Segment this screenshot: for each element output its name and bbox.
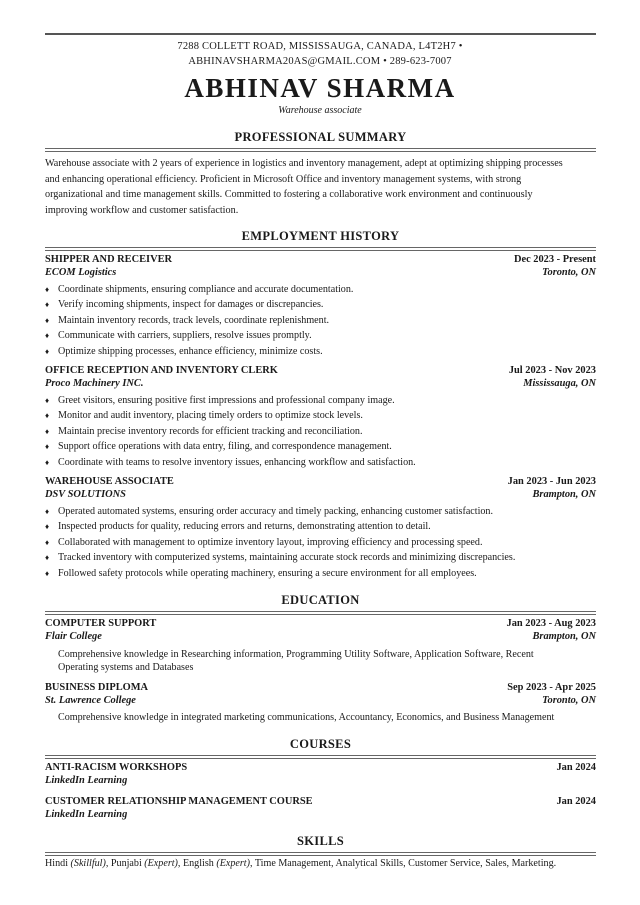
list-item: ♦ Coordinate shipments, ensuring compliance and accurate documentation. [45,282,596,297]
list-item: ♦ Coordinate with teams to resolve inventory issues, enhancing workflow and satisfaction. [45,455,596,470]
job-header [45,476,596,487]
section-title-summary: PROFESSIONAL SUMMARY [234,130,407,144]
course-provider: LinkedIn Learning [45,809,128,820]
job-subheader [45,378,596,389]
course-provider: LinkedIn Learning [45,775,128,786]
summary-line: Warehouse associate with 2 years of experience in logistics and inventory management, adept at optimizing shipping processes [45,158,563,169]
description-line: Comprehensive knowledge in Researching information, Programming Utility Software, Application Software, Recent [58,649,534,660]
job-subheader [45,267,596,278]
job-company: ECOM Logistics [45,267,117,278]
job-location: Toronto, ON [542,267,596,278]
diamond-bullet-icon: ♦ [45,507,50,516]
course-date: Jan 2024 [556,796,596,807]
section-title-employment: EMPLOYMENT HISTORY [241,229,400,243]
list-item: ♦ Verify incoming shipments, inspect for damages or discrepancies. [45,297,596,312]
skill-language: English [182,858,214,869]
job-company: DSV SOLUTIONS [45,489,126,500]
section-rule [45,148,596,152]
contact-line: ABHINAVSHARMA20AS@GMAIL.COM • 289-623-7007 [188,56,452,67]
skill-language: Punjabi [110,858,142,869]
job-bullets [45,282,596,359]
address-line: 7288 COLLETT ROAD, MISSISSAUGA, CANADA, L4T2H7 • [177,41,463,52]
job-header [45,365,596,376]
education-header [45,618,596,629]
education-location: Brampton, ON [532,631,596,642]
diamond-bullet-icon: ♦ [45,522,50,532]
list-item: ♦ Inspected products for quality, reducing errors and returns, demonstrating attention to detail. [45,519,596,534]
section-rule [45,755,596,759]
description-line: Comprehensive knowledge in integrated marketing communications, Accountancy, Economics, and Business Management [58,712,555,723]
education-dates: Sep 2023 - Apr 2025 [507,682,596,693]
skills-line: Hindi (Skillful), Punjabi (Expert), English (Expert), Time Management, Analytical Skills, Customer Service, Sales, Marketing. [45,858,557,869]
list-item: ♦ Collaborated with management to optimize inventory layout, improving efficiency and processing speed. [45,535,596,550]
job-location: Brampton, ON [532,489,596,500]
candidate-name: ABHINAV SHARMA [184,73,456,103]
course-header [45,796,596,807]
course-provider-row [45,775,596,786]
skill-level: (Expert) [216,858,250,869]
education-description [58,648,588,675]
job-header [45,254,596,265]
list-item: ♦ Communicate with carriers, suppliers, resolve issues promptly. [45,328,596,343]
education-location: Toronto, ON [542,695,596,706]
course-title: CUSTOMER RELATIONSHIP MANAGEMENT COURSE [45,796,313,807]
summary-paragraph [45,156,596,218]
list-item: ♦ Tracked inventory with computerized systems, maintaining accurate stock records and minimizing discrepancies. [45,550,596,565]
skill-list: Time Management, Analytical Skills, Customer Service, Sales, Marketing. [254,858,557,869]
education-header [45,682,596,693]
education-school: St. Lawrence College [45,695,136,706]
education-title: BUSINESS DIPLOMA [45,682,149,693]
diamond-bullet-icon: ♦ [45,396,50,405]
job-bullets [45,393,596,470]
job-title: OFFICE RECEPTION AND INVENTORY CLERK [45,365,278,376]
section-title-skills: SKILLS [297,834,344,848]
job-title: WAREHOUSE ASSOCIATE [45,476,174,487]
list-item: ♦ Support office operations with data entry, filing, and correspondence management. [45,439,596,454]
list-item: ♦ Optimize shipping processes, enhance efficiency, minimize costs. [45,344,596,359]
section-title-courses: COURSES [289,737,352,751]
diamond-bullet-icon: ♦ [45,457,50,467]
description-line: Operating systems and Databases [58,662,194,674]
job-subheader [45,489,596,500]
list-item: ♦ Maintain precise inventory records for efficient tracking and reconciliation. [45,424,596,439]
education-school: Flair College [45,631,102,642]
section-title-education: EDUCATION [281,593,360,607]
section-rule [45,611,596,615]
candidate-role: Warehouse associate [278,105,362,116]
diamond-bullet-icon: ♦ [45,300,50,310]
section-rule [45,852,596,856]
list-item: ♦ Greet visitors, ensuring positive first impressions and professional company image. [45,393,596,408]
skill-language: Hindi [45,858,68,869]
job-company: Proco Machinery INC. [45,378,144,389]
job-title: SHIPPER AND RECEIVER [45,254,173,265]
course-provider-row [45,809,596,820]
job-dates: Jul 2023 - Nov 2023 [508,365,596,376]
diamond-bullet-icon: ♦ [45,442,50,452]
list-item: ♦ Maintain inventory records, track levels, coordinate replenishment. [45,313,596,328]
summary-line: and enhancing operational efficiency. Proficient in Microsoft Office and inventory management systems, with strong [45,173,522,185]
course-date: Jan 2024 [556,762,596,773]
diamond-bullet-icon: ♦ [45,331,50,341]
diamond-bullet-icon: ♦ [45,426,50,436]
education-dates: Jan 2023 - Aug 2023 [506,618,596,629]
diamond-bullet-icon: ♦ [45,537,50,547]
diamond-bullet-icon: ♦ [45,285,50,294]
diamond-bullet-icon: ♦ [45,315,50,325]
skill-level: (Expert) [144,858,178,869]
education-title: COMPUTER SUPPORT [45,618,157,629]
course-header [45,762,596,773]
summary-line: organizational and time management skills. Committed to fostering a collaborative work environment and continuously [45,189,533,201]
diamond-bullet-icon: ♦ [45,553,50,563]
diamond-bullet-icon: ♦ [45,568,50,578]
header-top-rule [45,33,596,35]
list-item: ♦ Operated automated systems, ensuring order accuracy and timely packing, enhancing customer satisfaction. [45,504,596,519]
job-location: Mississauga, ON [523,378,596,389]
education-subheader [45,631,596,642]
list-item: ♦ Followed safety protocols while operating machinery, ensuring a secure environment for all employees. [45,566,596,581]
diamond-bullet-icon: ♦ [45,346,50,356]
diamond-bullet-icon: ♦ [45,411,50,421]
job-bullets [45,504,596,581]
course-title: ANTI-RACISM WORKSHOPS [45,762,188,773]
job-dates: Dec 2023 - Present [513,254,596,265]
job-dates: Jan 2023 - Jun 2023 [507,476,596,487]
education-description [58,711,588,724]
education-subheader [45,695,596,706]
section-rule [45,247,596,251]
skill-level: (Skillful) [70,858,106,869]
list-item: ♦ Monitor and audit inventory, placing timely orders to optimize stock levels. [45,408,596,423]
summary-line: improving workflow and customer satisfaction. [45,204,239,216]
